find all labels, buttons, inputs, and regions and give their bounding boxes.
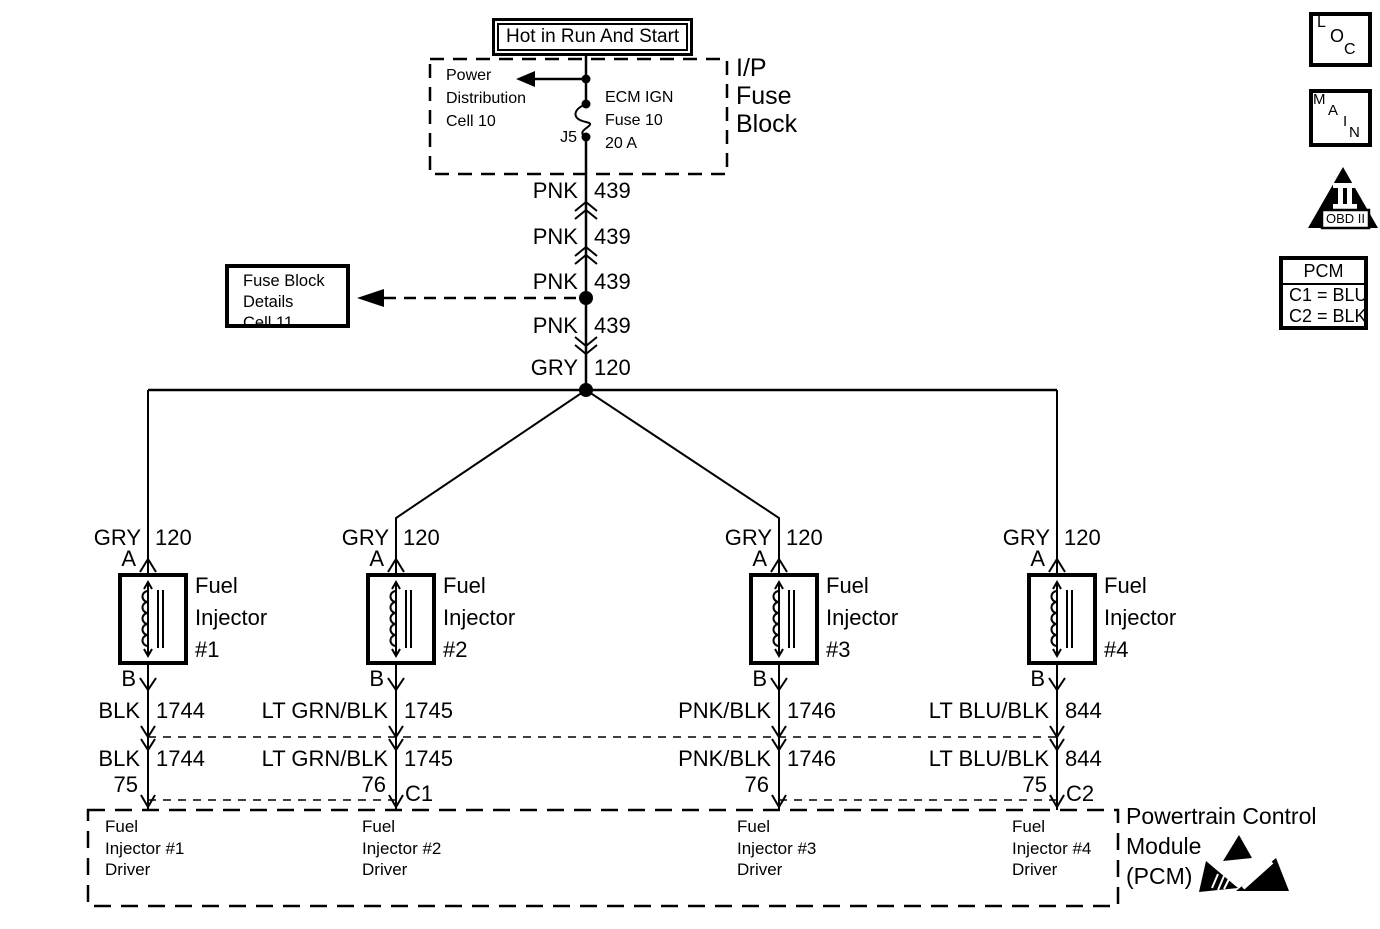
main-icon-letter: N <box>1349 124 1360 141</box>
wire-circuit-label: 439 <box>594 269 631 294</box>
fuse-terminal-dot <box>582 100 591 109</box>
wire-circuit-label: 439 <box>594 313 631 338</box>
wire-circuit-label: 1746 <box>787 698 836 723</box>
wire-color-label: GRY <box>530 355 578 380</box>
wire-circuit-label: 1746 <box>787 746 836 771</box>
pin-label-a: A <box>121 546 136 571</box>
wire-circuit-label: 120 <box>594 355 631 380</box>
pcm-box <box>88 810 1118 906</box>
wire-circuit-label: 844 <box>1065 746 1102 771</box>
wire-circuit-label: 120 <box>786 525 823 550</box>
wire-color-label: LT GRN/BLK <box>261 746 388 771</box>
pin-label-a: A <box>752 546 767 571</box>
fuse-name-line: Fuse 10 <box>605 112 663 129</box>
wire-circuit-label: 1745 <box>404 746 453 771</box>
wire-circuit-label: 844 <box>1065 698 1102 723</box>
fuse-junction-label: J5 <box>560 129 577 146</box>
injector-box <box>120 575 186 663</box>
injector-name-line: Injector <box>195 605 268 630</box>
loc-icon-letter: O <box>1330 26 1345 46</box>
injector-name-line: #1 <box>195 637 220 662</box>
wire-color-label: GRY <box>93 525 141 550</box>
ip-fuse-block-label-line: I/P <box>736 54 767 82</box>
pcm-legend-row: C2 = BLK <box>1289 305 1367 326</box>
loc-icon-letter: C <box>1344 41 1356 58</box>
injector-driver-label: Fuel Injector #3 Driver <box>737 817 817 879</box>
pcm-connector-label: C1 <box>405 781 434 806</box>
wire-color-label: PNK <box>532 313 578 338</box>
arrowhead-left <box>357 289 384 307</box>
pcm-pin-label: 76 <box>744 772 769 797</box>
power-distribution-ref-line: Distribution <box>446 90 527 107</box>
injector-name-line: Injector <box>826 605 899 630</box>
hot-in-run-label: Hot in Run And Start <box>497 23 688 51</box>
pcm-pin-label: 75 <box>1022 772 1047 797</box>
pin-label-a: A <box>369 546 384 571</box>
fuse-block-details-line: Fuse Block <box>243 272 325 290</box>
pin-label-b: B <box>1030 666 1045 691</box>
wire-color-label: BLK <box>98 698 140 723</box>
wire-color-label: PNK/BLK <box>678 746 771 771</box>
injector-name-line: Fuel <box>195 573 238 598</box>
fuse-name-line: ECM IGN <box>605 89 674 106</box>
obdii-icon-label: OBD II <box>1325 211 1365 226</box>
wire-color-label: GRY <box>1002 525 1050 550</box>
loc-icon-letter: L <box>1317 14 1326 31</box>
pcm-pin-label: 75 <box>113 772 138 797</box>
fuse-block-details-line: Details <box>243 293 294 311</box>
fuse-terminal-dot <box>582 133 591 142</box>
main-icon-letter: M <box>1313 91 1326 108</box>
wire-color-label: PNK <box>532 178 578 203</box>
injector-name-line: #3 <box>826 637 851 662</box>
ip-fuse-block-label-line: Fuse <box>736 82 792 110</box>
pin-label-b: B <box>369 666 384 691</box>
fuse-block-details-line: Cell 11 <box>243 314 294 332</box>
injector-box <box>751 575 817 663</box>
wire-circuit-label: 439 <box>594 224 631 249</box>
wire-circuit-label: 120 <box>403 525 440 550</box>
esd-icon <box>1199 835 1289 892</box>
wire-circuit-label: 439 <box>594 178 631 203</box>
pin-label-a: A <box>1030 546 1045 571</box>
wire-color-label: PNK <box>532 224 578 249</box>
wire-color-label: GRY <box>341 525 389 550</box>
main-icon-letter: A <box>1328 102 1339 119</box>
wire-color-label: LT GRN/BLK <box>261 698 388 723</box>
wire-color-label: LT BLU/BLK <box>928 746 1049 771</box>
wire-circuit-label: 1744 <box>156 746 205 771</box>
wire-circuit-label: 1745 <box>404 698 453 723</box>
injector-name-line: Injector <box>1104 605 1177 630</box>
pcm-legend-row: C1 = BLU <box>1289 285 1368 305</box>
injector-name-line: Fuel <box>443 573 486 598</box>
pcm-title-line: Powertrain Control <box>1126 803 1317 829</box>
fuse-block-details-box <box>225 264 350 332</box>
injector-driver-label: Fuel Injector #4 Driver <box>1012 817 1092 879</box>
pcm-title-line: (PCM) <box>1126 863 1193 889</box>
wire-color-label: PNK <box>532 269 578 294</box>
injector-name-line: Injector <box>443 605 516 630</box>
pcm-pin-label: 76 <box>361 772 386 797</box>
wire-circuit-label: 1744 <box>156 698 205 723</box>
injector-name-line: Fuel <box>1104 573 1147 598</box>
injector-name-line: #2 <box>443 637 468 662</box>
pin-label-b: B <box>121 666 136 691</box>
wire-color-label: LT BLU/BLK <box>928 698 1049 723</box>
injector-driver-label: Fuel Injector #1 Driver <box>105 817 185 879</box>
wire-color-label: BLK <box>98 746 140 771</box>
injector-box <box>368 575 434 663</box>
wire-color-label: PNK/BLK <box>678 698 771 723</box>
injector-name-line: Fuel <box>826 573 869 598</box>
ip-fuse-block-label-line: Block <box>736 110 798 138</box>
pcm-connector-label: C2 <box>1066 781 1095 806</box>
power-distribution-ref-line: Cell 10 <box>446 113 496 130</box>
injector-box <box>1029 575 1095 663</box>
injector-driver-label: Fuel Injector #2 Driver <box>362 817 442 879</box>
wire-circuit-label: 120 <box>1064 525 1101 550</box>
pcm-connector-legend <box>1279 256 1368 330</box>
arrowhead-left <box>516 71 535 87</box>
pcm-legend-title: PCM <box>1283 260 1364 285</box>
fuse-symbol <box>576 104 591 137</box>
wire-color-label: GRY <box>724 525 772 550</box>
hot-in-run-box <box>492 18 693 56</box>
power-distribution-ref-line: Power <box>446 67 492 84</box>
pin-label-b: B <box>752 666 767 691</box>
fuse-name-line: 20 A <box>605 135 638 152</box>
injector-name-line: #4 <box>1104 637 1129 662</box>
pcm-title-line: Module <box>1126 833 1202 859</box>
wire-circuit-label: 120 <box>155 525 192 550</box>
main-icon-letter: I <box>1343 113 1348 130</box>
